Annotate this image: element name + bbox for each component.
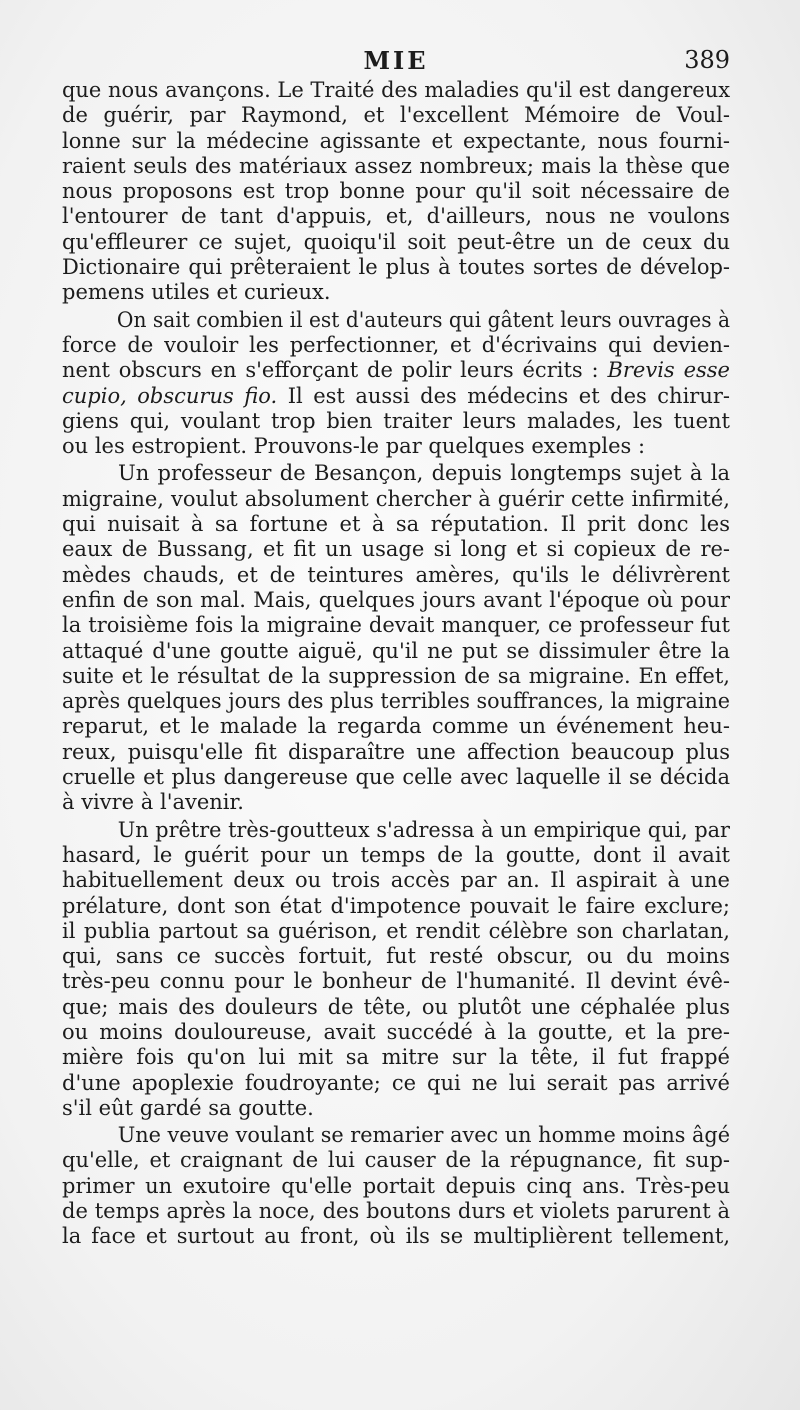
text-line [62,1020,730,1045]
text-line [62,103,730,128]
text-line [62,944,730,969]
line-text: que nous avançons. Le Traité des maladies qu'il est dangereux [62,78,730,102]
line-text: s'il eût gardé sa goutte. [62,1095,314,1120]
text-line [62,1123,730,1148]
line-text: attaqué d'une goutte aiguë, qu'il ne put se dissimuler être la [62,638,730,663]
line-text: que; mais des douleurs de tête, ou plutôt une céphalée plus [62,994,730,1019]
text-line [62,409,730,434]
line-text: Dictionaire qui prêteraient le plus à toutes sortes de dévelop- [62,255,730,280]
text-line [62,995,730,1020]
text-line [62,1199,730,1224]
text-line [62,689,730,714]
line-text: giens qui, voulant trop bien traiter leurs malades, les tuent [62,408,730,433]
line-text: mèdes chauds, et de teintures amères, qu'ils le délivrèrent [62,562,730,587]
line-text: On sait combien il est d'auteurs qui gâtent leurs ouvrages à [116,307,730,332]
text-line [62,204,730,229]
text-line [62,1174,730,1199]
text-line [62,230,730,255]
line-text: Un prêtre très-goutteux s'adressa à un empirique qui, par [117,817,730,842]
page-header [62,46,730,80]
line-text: migraine, voulut absolument chercher à guérir cette infirmité, [62,486,730,511]
line-text: suite et le résultat de la suppression de sa migraine. En effet, [62,663,730,688]
text-line [62,1224,730,1249]
italic-quote: Brevis esse [607,358,730,383]
line-text: enfin de son mal. Mais, quelques jours avant l'époque où pour [62,587,730,612]
line-text: pemens utiles et curieux. [62,280,331,305]
line-text-after: Il est aussi des médecins et des chirur- [277,383,730,408]
line-text: très-peu connu pour le bonheur de l'humanité. Il devint évê- [62,969,730,994]
italic-quote: cupio, obscurus fio. [62,383,278,408]
text-line [62,537,730,562]
text-line [62,179,730,204]
text-line [62,358,730,383]
line-text: qui nuisait à sa fortune et à sa réputation. Il prit donc les [62,512,730,537]
line-text: la face et surtout au front, où ils se multiplièrent tellement, [62,1224,730,1249]
line-text: eaux de Bussang, et fit un usage si long et si copieux de re- [62,537,730,562]
line-text: ou moins douloureuse, avait succédé à la goutte, et la pre- [62,1019,730,1044]
text-line [62,333,730,358]
text-line [62,790,730,815]
body-text [62,78,730,1250]
line-text: qu'effleurer ce sujet, quoiqu'il soit peut-être un de ceux du [62,229,730,254]
text-line [62,664,730,689]
line-text: d'une apoplexie foudroyante; ce qui ne lui serait pas arrivé [62,1070,730,1095]
line-text: à vivre à l'avenir. [62,790,244,815]
line-text: nous proposons est trop bonne pour qu'il soit nécessaire de [62,179,730,204]
line-text: prélature, dont son état d'impotence pouvait le faire exclure; [62,893,730,918]
text-line [62,154,730,179]
line-text: primer un exutoire qu'elle portait depuis cinq ans. Très-peu [62,1173,730,1198]
text-line [62,613,730,638]
text-line [62,563,730,588]
line-text: mière fois qu'on lui mit sa mitre sur la tête, il fut frappé [62,1045,730,1070]
text-line [62,919,730,944]
line-text: Une veuve voulant se remarier avec un homme moins âgé [117,1123,730,1148]
text-line [62,740,730,765]
line-text: la troisième fois la migraine devait manquer, ce professeur fut [62,613,730,638]
line-text: reux, puisqu'elle fit disparaître une affection beaucoup plus [62,739,730,764]
line-text: lonne sur la médecine agissante et expectante, nous fourni- [62,128,730,153]
text-line [62,868,730,893]
line-text: il publia partout sa guérison, et rendit célèbre son charlatan, [62,918,730,943]
text-line [62,818,730,843]
text-line [62,588,730,613]
text-line [62,512,730,537]
text-line [62,1045,730,1070]
text-line [62,308,730,333]
text-line [62,255,730,280]
line-text: l'entourer de tant d'appuis, et, d'ailleurs, nous ne voulons [62,204,730,229]
line-text: habituellement deux ou trois accès par an. Il aspirait à une [62,868,730,893]
line-text: ou les estropient. Prouvons-le par quelques exemples : [62,434,646,459]
text-line [62,384,730,409]
line-text: de guérir, par Raymond, et l'excellent Mémoire de Voul- [62,103,730,128]
running-head: MIE [363,46,429,75]
text-line [62,765,730,790]
text-line [62,1071,730,1096]
page-number: 389 [684,46,730,74]
text-line [62,129,730,154]
text-line [62,78,730,103]
line-text: force de vouloir les perfectionner, et d'écrivains qui devien- [62,332,730,357]
text-line [62,434,730,459]
line-text: qui, sans ce succès fortuit, fut resté obscur, ou du moins [62,944,730,969]
text-line [62,714,730,739]
line-text: cruelle et plus dangereuse que celle avec laquelle il se décida [62,765,730,790]
text-line [62,461,730,486]
text-line [62,1096,730,1121]
text-line [62,1148,730,1173]
text-line [62,894,730,919]
text-line [62,639,730,664]
text-line [62,969,730,994]
text-line [62,843,730,868]
line-text: après quelques jours des plus terribles souffrances, la migraine [62,689,730,714]
line-text: de temps après la noce, des boutons durs et violets parurent à [62,1199,730,1224]
line-text: Un professeur de Besançon, depuis longtemps sujet à la [118,461,730,486]
line-text: raient seuls des matériaux assez nombreux; mais la thèse que [62,153,730,178]
line-text: reparut, et le malade la regarda comme un événement heu- [62,714,730,739]
text-line [62,487,730,512]
line-text: hasard, le guérit pour un temps de la goutte, dont il avait [62,842,730,867]
line-text: nent obscurs en s'efforçant de polir leurs écrits : [62,358,608,383]
text-line [62,280,730,305]
line-text: qu'elle, et craignant de lui causer de la répugnance, fit sup- [62,1148,730,1173]
